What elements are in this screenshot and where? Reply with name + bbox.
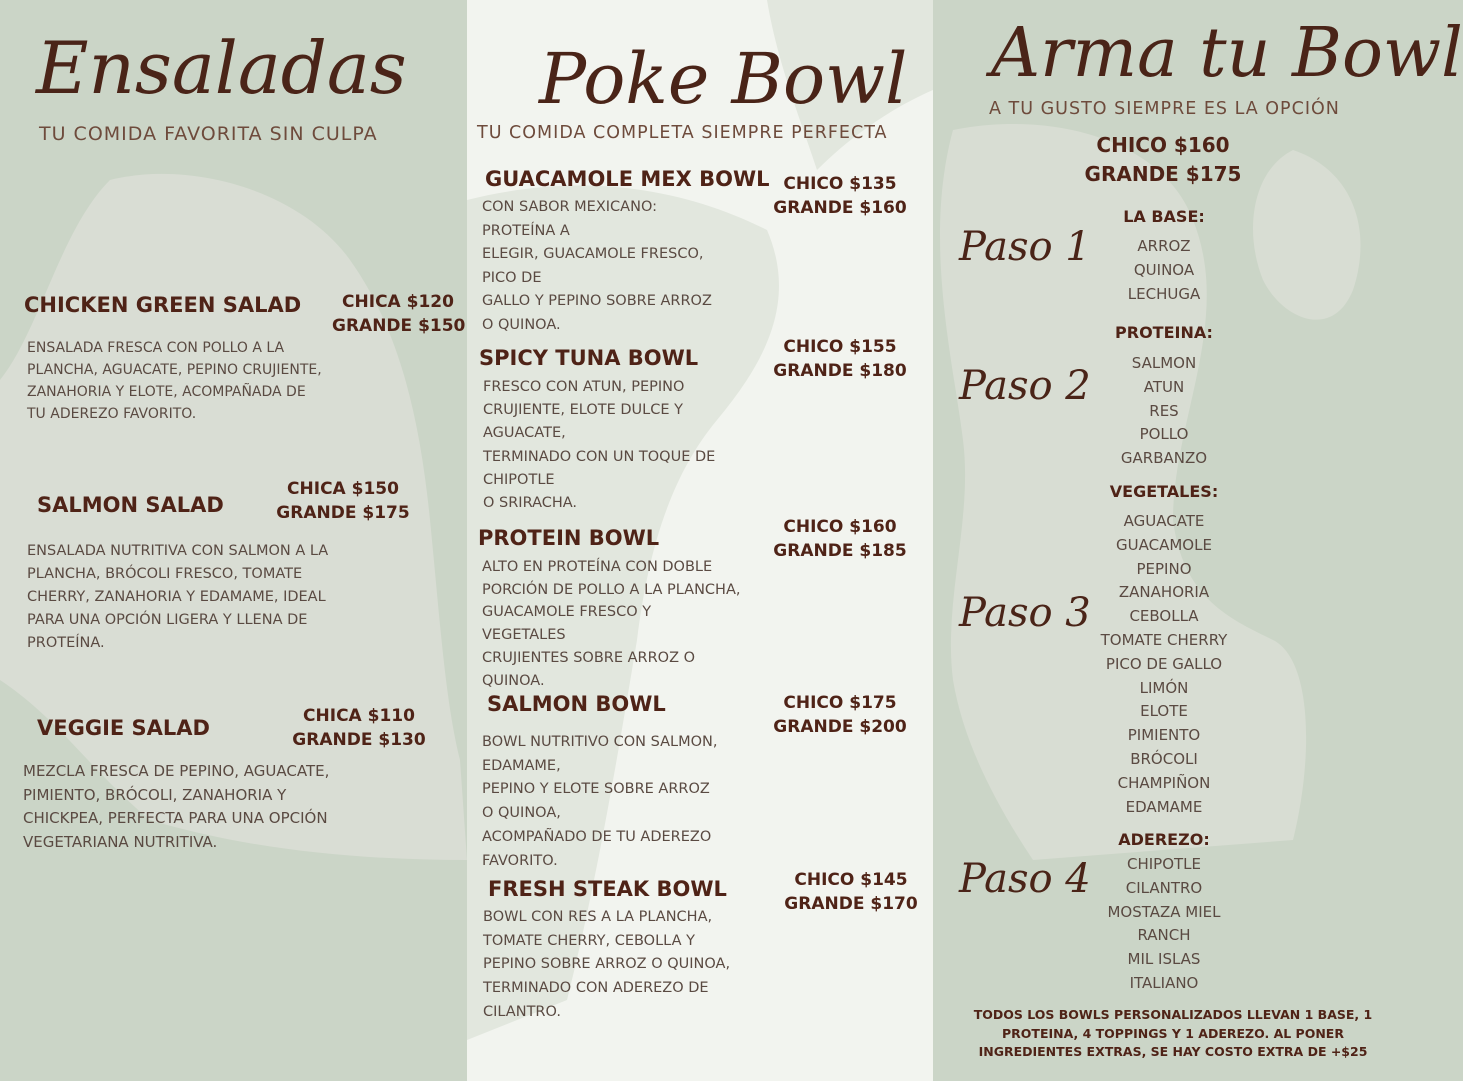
option-item: ZANAHORIA [1118, 583, 1210, 602]
item-price [783, 868, 919, 916]
price-small: CHICA $150 [287, 479, 399, 499]
description-line: PORCIÓN DE POLLO A LA PLANCHA, [482, 581, 741, 598]
option-item: ARROZ [1137, 237, 1191, 255]
price-small: CHICO $145 [794, 870, 908, 890]
description-line: O QUINOA. [482, 316, 561, 333]
description-line: EDAMAME, [482, 757, 561, 774]
price-small: CHICO $135 [783, 174, 897, 194]
price-large: GRANDE $160 [773, 198, 907, 218]
option-item: BRÓCOLI [1130, 749, 1198, 768]
description-line: ALTO EN PROTEÍNA CON DOBLE [482, 559, 713, 575]
option-list [1044, 352, 1284, 471]
step-label: Paso 3 [959, 590, 1091, 636]
price-large: GRANDE $130 [292, 730, 426, 750]
description-line: O SRIRACHA. [483, 495, 578, 512]
step-label: Paso 1 [959, 224, 1091, 270]
description-line: PROTEÍNA. [27, 635, 105, 651]
option-item: POLLO [1139, 425, 1189, 444]
option-item: LIMÓN [1139, 678, 1189, 697]
price-small: CHICO $155 [783, 337, 897, 357]
option-item: GUACAMOLE [1116, 535, 1212, 554]
step-heading: ADEREZO: [1118, 830, 1210, 849]
option-item: LECHUGA [1127, 284, 1201, 303]
footnote [963, 1006, 1383, 1062]
option-item: QUINOA [1133, 260, 1195, 279]
price-small: CHICO $160 [1096, 133, 1230, 157]
item-description [482, 731, 717, 873]
description-line: BOWL NUTRITIVO CON SALMON, [482, 734, 718, 750]
item-price [290, 704, 428, 752]
item-description [482, 196, 712, 338]
description-line: GUACAMOLE FRESCO Y [482, 604, 652, 621]
option-item: MIL ISLAS [1127, 950, 1201, 969]
item-price [773, 515, 907, 563]
option-item: RANCH [1137, 926, 1191, 945]
item-price [770, 691, 910, 739]
item-name: CHICKEN GREEN SALAD [24, 293, 302, 317]
description-line: MEZCLA FRESCA DE PEPINO, AGUACATE, [23, 762, 330, 780]
poke-title: Poke Bowl [539, 38, 908, 120]
item-name: FRESH STEAK BOWL [488, 877, 727, 901]
description-line: AGUACATE, [483, 425, 566, 442]
option-item: PICO DE GALLO [1105, 654, 1223, 673]
item-name: SALMON SALAD [37, 493, 224, 517]
description-line: O QUINOA, [482, 805, 561, 822]
description-line: GALLO Y PEPINO SOBRE ARROZ [482, 293, 712, 310]
item-description [483, 376, 715, 515]
option-item: ITALIANO [1129, 973, 1199, 992]
price-small: CHICA $120 [342, 292, 454, 312]
item-price [773, 335, 907, 383]
item-description [483, 906, 730, 1025]
price-small: CHICO $160 [783, 517, 897, 537]
poke-subtitle: TU COMIDA COMPLETA SIEMPRE PERFECTA [477, 123, 888, 143]
description-line: TERMINADO CON UN TOQUE DE [483, 448, 716, 465]
item-description [27, 337, 322, 425]
option-item: GARBANZO [1120, 449, 1208, 468]
description-line: PEPINO SOBRE ARROZ O QUINOA, [483, 956, 731, 973]
ensaladas-title: Ensaladas [36, 26, 407, 110]
description-line: ZANAHORIA Y ELOTE, ACOMPAÑADA DE [27, 384, 306, 400]
price-small: CHICA $110 [303, 706, 415, 726]
option-item: CILANTRO [1125, 878, 1203, 897]
option-list [1044, 853, 1284, 996]
arma-title: Arma tu Bowl [991, 14, 1463, 93]
item-price [274, 477, 412, 525]
price-large: GRANDE $175 [276, 503, 410, 523]
price-large: GRANDE $200 [773, 717, 907, 737]
footnote-line: INGREDIENTES EXTRAS, SE HAY COSTO EXTRA DE +$25 [978, 1044, 1368, 1059]
option-item: RES [1149, 401, 1179, 420]
description-line: CHICKPEA, PERFECTA PARA UNA OPCIÓN [23, 809, 328, 828]
description-line: FRESCO CON ATUN, PEPINO [483, 379, 685, 395]
option-item: MOSTAZA MIEL [1107, 902, 1221, 921]
description-line: PEPINO Y ELOTE SOBRE ARROZ [482, 781, 710, 798]
footnote-line: TODOS LOS BOWLS PERSONALIZADOS LLEVAN 1 BASE, 1 [973, 1007, 1373, 1022]
poke-panel [467, 0, 933, 1081]
description-line: ACOMPAÑADO DE TU ADEREZO [482, 828, 712, 845]
arma-price [1063, 131, 1263, 189]
arma-subtitle: A TU GUSTO SIEMPRE ES LA OPCIÓN [989, 99, 1340, 119]
description-line: CRUJIENTE, ELOTE DULCE Y [483, 402, 683, 419]
arma-panel [933, 0, 1463, 1081]
description-line: PIMIENTO, BRÓCOLI, ZANAHORIA Y [23, 785, 287, 804]
item-description [482, 556, 740, 692]
price-large: GRANDE $170 [784, 894, 918, 914]
option-item: PIMIENTO [1127, 726, 1201, 745]
step-heading: LA BASE: [1123, 207, 1205, 226]
price-small: CHICO $175 [783, 693, 897, 713]
description-line: CILANTRO. [483, 1003, 561, 1020]
item-name: PROTEIN BOWL [478, 526, 660, 550]
item-name: SPICY TUNA BOWL [479, 346, 699, 370]
description-line: VEGETARIANA NUTRITIVA. [23, 832, 218, 851]
description-line: CHERRY, ZANAHORIA Y EDAMAME, IDEAL [27, 589, 326, 605]
step-label: Paso 2 [959, 363, 1091, 409]
description-line: PLANCHA, BRÓCOLI FRESCO, TOMATE [27, 566, 303, 582]
item-description [27, 540, 328, 655]
description-line: PLANCHA, AGUACATE, PEPINO CRUJIENTE, [27, 362, 322, 378]
description-line: ELEGIR, GUACAMOLE FRESCO, [482, 246, 704, 263]
description-line: PARA UNA OPCIÓN LIGERA Y LLENA DE [27, 612, 308, 628]
item-name: GUACAMOLE MEX BOWL [485, 167, 770, 191]
item-description [23, 760, 329, 854]
option-item: CHIPOTLE [1126, 855, 1202, 873]
option-item: CHAMPIÑON [1117, 773, 1211, 792]
ensaladas-subtitle: TU COMIDA FAVORITA SIN CULPA [39, 123, 378, 145]
footnote-line: PROTEINA, 4 TOPPINGS Y 1 ADEREZO. AL PONER [1002, 1025, 1344, 1041]
description-line: ENSALADA NUTRITIVA CON SALMON A LA [27, 543, 329, 559]
item-name: VEGGIE SALAD [37, 716, 210, 740]
option-item: AGUACATE [1123, 512, 1205, 530]
description-line: CHIPOTLE [483, 471, 555, 488]
description-line: QUINOA. [482, 672, 545, 689]
ensaladas-panel [0, 0, 467, 1081]
description-line: BOWL CON RES A LA PLANCHA, [483, 909, 713, 925]
item-price [773, 172, 907, 220]
option-list [1044, 235, 1284, 306]
description-line: CON SABOR MEXICANO: [482, 199, 657, 215]
option-item: CEBOLLA [1129, 607, 1199, 626]
option-item: EDAMAME [1125, 797, 1203, 816]
description-line: TERMINADO CON ADEREZO DE [483, 980, 709, 997]
option-item: TOMATE CHERRY [1100, 630, 1228, 649]
step-label: Paso 4 [959, 856, 1091, 902]
price-large: GRANDE $185 [773, 541, 907, 561]
item-name: SALMON BOWL [487, 692, 666, 716]
price-large: GRANDE $175 [1084, 162, 1242, 186]
option-item: SALMON [1131, 354, 1197, 372]
option-list [1044, 510, 1284, 819]
description-line: TOMATE CHERRY, CEBOLLA Y [483, 932, 695, 949]
option-item: ATUN [1143, 377, 1185, 396]
description-line: PROTEÍNA A [482, 222, 570, 239]
option-item: PEPINO [1136, 559, 1192, 578]
item-price [332, 290, 464, 338]
price-large: GRANDE $150 [332, 316, 466, 336]
step-heading: PROTEINA: [1115, 323, 1213, 342]
description-line: CRUJIENTES SOBRE ARROZ O [482, 649, 696, 666]
option-item: ELOTE [1140, 702, 1188, 721]
description-line: TU ADEREZO FAVORITO. [27, 406, 197, 422]
description-line: PICO DE [482, 269, 542, 286]
price-large: GRANDE $180 [773, 361, 907, 381]
description-line: VEGETALES [482, 627, 566, 644]
description-line: FAVORITO. [482, 852, 558, 869]
description-line: ENSALADA FRESCA CON POLLO A LA [27, 340, 285, 356]
step-heading: VEGETALES: [1109, 482, 1219, 501]
